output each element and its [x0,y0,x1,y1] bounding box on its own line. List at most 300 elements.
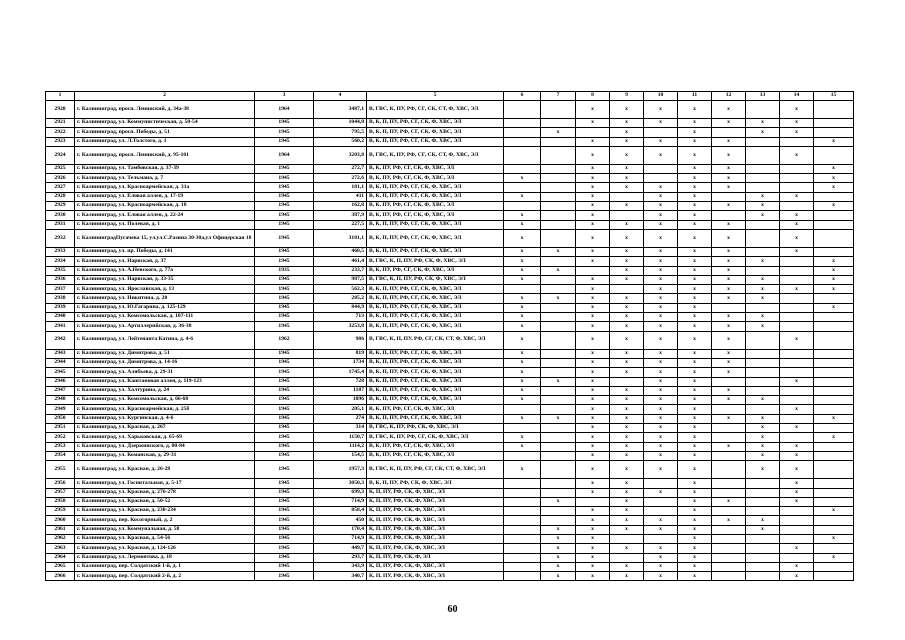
mark-cell: х [678,119,712,128]
mark-cell [814,525,854,534]
mark-cell: х [712,368,746,377]
mark-cell: х [746,424,780,433]
row-number: 2933 [46,247,75,256]
systems-cell: К, П, ПУ, РФ, СК, Ф, ХВС, ЭЛ [367,488,504,497]
systems-cell: В, К, П, ПУ, РФ, СГ, СК, Ф, ХВС, ЭЛ [367,229,504,247]
mark-cell: х [712,442,746,451]
mark-cell [576,266,610,275]
row-number: 2955 [46,461,75,479]
mark-cell: х [644,386,678,395]
table-row [46,101,854,119]
address-cell: г. Калининград, ул. Кургинская, д. 4-6 [75,414,255,423]
systems-cell: В, К, П, ПУ, РФ, СГ, СК, Ф, ХВС, ЭЛ [367,358,504,367]
year-cell: 1945 [255,424,314,433]
systems-cell: В, К, П, ПУ, РФ, СГ, СК, Ф, ХВС, ЭЛ [367,220,504,229]
mark-cell [712,211,746,220]
systems-cell: В, К, ПУ, РФ, СГ, СК, Ф, ХВС, ЭЛ [367,266,504,275]
mark-cell [644,164,678,173]
mark-cell: х [780,544,814,553]
area-cell: 562,3 [314,285,367,294]
year-cell: 1964 [255,101,314,119]
mark-cell [780,553,814,562]
mark-cell: х [814,414,854,423]
mark-cell [610,377,644,386]
table-row [46,331,854,349]
mark-cell: х [504,313,541,322]
address-cell: г. Калининград, ул. Нарвская, д. 33-35 [75,275,255,284]
mark-cell: х [814,433,854,442]
mark-cell: х [504,192,541,201]
address-cell: г. Калининград, ул. Красная, д. 50-52 [75,497,255,506]
mark-cell: х [678,396,712,405]
mark-cell: х [576,386,610,395]
mark-cell: х [576,479,610,488]
table-row [46,128,854,137]
row-number: 2941 [46,322,75,331]
mark-cell [541,183,576,192]
address-cell: г. Калининград, ул. Л.Толстого, д. 1 [75,137,255,146]
mark-cell: х [504,220,541,229]
mark-cell: х [746,202,780,211]
mark-cell: х [610,174,644,183]
mark-cell [814,322,854,331]
mark-cell [814,572,854,581]
row-number: 2962 [46,534,75,543]
mark-cell: х [814,164,854,173]
mark-cell: х [746,461,780,479]
mark-cell [814,128,854,137]
row-number: 2948 [46,396,75,405]
row-number: 2929 [46,202,75,211]
mark-cell: х [610,202,644,211]
area-cell: 3101,1 [314,229,367,247]
table-row [46,322,854,331]
mark-cell: х [610,220,644,229]
mark-cell: х [576,358,610,367]
mark-cell [504,497,541,506]
mark-cell [541,331,576,349]
mark-cell [814,358,854,367]
mark-cell: х [610,433,644,442]
mark-cell: х [780,146,814,164]
address-cell: г. Калининград, ул. Алябьева, д. 29-31 [75,368,255,377]
row-number: 2922 [46,128,75,137]
systems-cell: В, ГВС, К, ПУ, РФ, СГ, СК, СТ, Ф, ХВС, ЭЛ [367,146,504,164]
row-number: 2945 [46,368,75,377]
mark-cell: х [504,414,541,423]
mark-cell: х [576,174,610,183]
column-header: 1 [46,92,75,101]
mark-cell: х [576,572,610,581]
mark-cell [541,386,576,395]
table-row [46,211,854,220]
table-row [46,146,854,164]
mark-cell: х [610,313,644,322]
table-row [46,358,854,367]
address-cell: г. Калининград, ул. Лермонтова, д. 18 [75,553,255,562]
mark-cell: х [678,461,712,479]
mark-cell [541,451,576,460]
mark-cell [541,488,576,497]
column-header: 4 [314,92,367,101]
mark-cell [814,220,854,229]
mark-cell: х [746,525,780,534]
mark-cell: х [712,275,746,284]
mark-cell: х [541,414,576,423]
mark-cell: х [610,294,644,303]
address-cell: г. Калининград, ул. Коммунальная, д. 58 [75,525,255,534]
mark-cell [780,386,814,395]
mark-cell [780,358,814,367]
mark-cell: х [610,488,644,497]
mark-cell [780,202,814,211]
mark-cell [712,451,746,460]
mark-cell [780,525,814,534]
mark-cell [746,183,780,192]
address-cell: г. Калининград, ул. Госпитальная, д. 5-17 [75,479,255,488]
mark-cell [780,266,814,275]
table-row [46,285,854,294]
mark-cell: х [576,119,610,128]
mark-cell [504,479,541,488]
mark-cell: х [678,488,712,497]
mark-cell [746,553,780,562]
mark-cell: х [610,396,644,405]
address-cell: г. Калининград, ул. Лейтенанта Катина, д. 4-6 [75,331,255,349]
table-row [46,396,854,405]
year-cell: 1964 [255,146,314,164]
systems-cell: В, К, П, ПУ, РФ, СГ, СК, Ф, ХВС, ЭЛ [367,128,504,137]
year-cell: 1945 [255,229,314,247]
mark-cell: х [576,101,610,119]
mark-cell: х [678,285,712,294]
systems-cell: В, ГВС, К, ПУ, РФ, СГ, СК, СТ, Ф, ХВС, ЭЛ [367,101,504,119]
mark-cell: х [678,544,712,553]
mark-cell [712,525,746,534]
mark-cell: х [644,229,678,247]
mark-cell [780,507,814,516]
mark-cell [780,534,814,543]
area-cell: 819 [314,349,367,358]
mark-cell: х [541,553,576,562]
mark-cell: х [814,507,854,516]
mark-cell: х [610,275,644,284]
mark-cell: х [504,266,541,275]
mark-cell: х [576,146,610,164]
mark-cell: х [712,358,746,367]
year-cell: 1945 [255,247,314,256]
mark-cell [644,534,678,543]
area-cell: 162,8 [314,202,367,211]
mark-cell: х [504,322,541,331]
mark-cell: х [644,275,678,284]
mark-cell [814,119,854,128]
mark-cell [746,331,780,349]
mark-cell: х [780,377,814,386]
table-row [46,572,854,581]
mark-cell [541,285,576,294]
mark-cell: х [610,424,644,433]
mark-cell: х [712,313,746,322]
mark-cell: х [780,442,814,451]
mark-cell [746,137,780,146]
year-cell: 1945 [255,534,314,543]
year-cell: 1945 [255,313,314,322]
mark-cell: х [712,174,746,183]
mark-cell: х [780,128,814,137]
systems-cell: В, К, П, ПУ, РФ, СГ, СК, Ф, ХВС, ЭЛ [367,119,504,128]
mark-cell [746,368,780,377]
year-cell: 1945 [255,451,314,460]
table-row [46,202,854,211]
mark-cell [504,507,541,516]
mark-cell: х [576,488,610,497]
year-cell: 1962 [255,331,314,349]
mark-cell: х [504,396,541,405]
column-header: 10 [644,92,678,101]
table-body [46,101,854,581]
row-number: 2952 [46,433,75,442]
mark-cell: х [746,128,780,137]
mark-cell [746,572,780,581]
area-cell: 314 [314,424,367,433]
mark-cell [504,128,541,137]
systems-cell: В, К, ПУ, РФ, СГ, СК, Ф, ХВС, ЭЛ [367,405,504,414]
year-cell: 1945 [255,516,314,525]
mark-cell: х [576,424,610,433]
systems-cell: В, К, П, ПУ, РФ, СГ, СК, Ф, ХВС, ЭЛ [367,313,504,322]
mark-cell: х [576,451,610,460]
mark-cell: х [814,183,854,192]
column-header: 8 [576,92,610,101]
mark-cell: х [678,322,712,331]
mark-cell: х [712,202,746,211]
row-number: 2951 [46,424,75,433]
area-cell: 154,5 [314,451,367,460]
mark-cell [504,119,541,128]
mark-cell: х [576,349,610,358]
mark-cell: х [780,405,814,414]
row-number: 2950 [46,414,75,423]
mark-cell: х [610,544,644,553]
mark-cell: х [678,247,712,256]
table-header-row [46,92,854,101]
mark-cell: х [746,322,780,331]
mark-cell [541,368,576,377]
systems-cell: К, П, ПУ, РФ, СК, Ф, ЭЛ [367,553,504,562]
row-number: 2939 [46,303,75,312]
mark-cell [541,516,576,525]
row-number: 2925 [46,164,75,173]
year-cell: 1945 [255,553,314,562]
mark-cell: х [610,164,644,173]
mark-cell [576,497,610,506]
mark-cell: х [780,479,814,488]
area-cell: 340,7 [314,572,367,581]
mark-cell: х [746,516,780,525]
mark-cell: х [644,424,678,433]
year-cell: 1945 [255,368,314,377]
row-number: 2930 [46,211,75,220]
column-header: 6 [504,92,541,101]
mark-cell [644,497,678,506]
row-number: 2935 [46,266,75,275]
year-cell: 1935 [255,266,314,275]
mark-cell [541,174,576,183]
table-row [46,424,854,433]
mark-cell [504,146,541,164]
area-cell: 343,9 [314,562,367,571]
mark-cell: х [780,247,814,256]
mark-cell: х [610,146,644,164]
table-row [46,229,854,247]
table-row [46,275,854,284]
mark-cell [780,275,814,284]
mark-cell [746,488,780,497]
mark-cell [814,313,854,322]
systems-cell: К, П, ПУ, РФ, СК, Ф, ХВС, ЭЛ [367,525,504,534]
systems-cell: В, К, П, ПУ, РФ, СГ, СК, Ф, ХВС, ЭЛ [367,414,504,423]
table-row [46,497,854,506]
table-row [46,313,854,322]
mark-cell: х [504,368,541,377]
mark-cell: х [644,146,678,164]
address-cell: г. Калининград, ул. Красноармейская, д. 25б [75,405,255,414]
mark-cell: х [644,313,678,322]
row-number: 2957 [46,488,75,497]
address-cell: г. Калининград, ул. Еловая аллея, д. 22-24 [75,211,255,220]
year-cell: 1945 [255,386,314,395]
mark-cell: х [644,451,678,460]
mark-cell [541,322,576,331]
mark-cell: х [678,220,712,229]
address-cell: г. Калининград, пер. Косогорный, д. 2 [75,516,255,525]
mark-cell: х [504,211,541,220]
mark-cell: х [678,516,712,525]
mark-cell: х [644,433,678,442]
mark-cell: х [746,414,780,423]
year-cell: 1945 [255,562,314,571]
mark-cell [814,211,854,220]
row-number: 2927 [46,183,75,192]
systems-cell: В, К, ПУ, РФ, СГ, СК, Ф, ХВС, ЭЛ [367,174,504,183]
area-cell: 411 [314,192,367,201]
mark-cell [541,275,576,284]
mark-cell [814,247,854,256]
mark-cell: х [610,331,644,349]
mark-cell [746,247,780,256]
mark-cell: х [576,368,610,377]
year-cell: 1945 [255,285,314,294]
mark-cell [814,331,854,349]
mark-cell: х [610,414,644,423]
year-cell: 1945 [255,164,314,173]
systems-cell: В, К, П, ПУ, РФ, СГ, СК, Ф, ХВС, ЭЛ [367,322,504,331]
mark-cell [712,405,746,414]
mark-cell: х [678,137,712,146]
year-cell: 1945 [255,349,314,358]
mark-cell [712,553,746,562]
mark-cell [780,313,814,322]
mark-cell [644,479,678,488]
mark-cell [712,377,746,386]
mark-cell: х [644,405,678,414]
row-number: 2953 [46,442,75,451]
mark-cell [541,146,576,164]
mark-cell: х [576,303,610,312]
mark-cell: х [712,386,746,395]
address-cell: г. Калининград, ул. Артиллерийская, д. 36-38 [75,322,255,331]
mark-cell [610,192,644,201]
mark-cell [814,396,854,405]
mark-cell [504,553,541,562]
row-number: 2956 [46,479,75,488]
mark-cell [504,572,541,581]
mark-cell [610,553,644,562]
mark-cell [541,507,576,516]
mark-cell: х [576,534,610,543]
area-cell: 1114,2 [314,442,367,451]
area-cell: 272,6 [314,174,367,183]
mark-cell: х [644,572,678,581]
mark-cell [712,461,746,479]
mark-cell [780,164,814,173]
address-cell: г. Калининград, ул. Нарвская, д. 37 [75,257,255,266]
mark-cell: х [712,257,746,266]
mark-cell: х [678,211,712,220]
mark-cell: х [814,534,854,543]
mark-cell [541,192,576,201]
mark-cell [814,229,854,247]
year-cell: 1945 [255,488,314,497]
year-cell: 1945 [255,192,314,201]
mark-cell: х [576,433,610,442]
address-cell: г. Калининград, пер. Солдатский 2-й, д. 2 [75,572,255,581]
mark-cell: х [678,368,712,377]
systems-cell: В, К, ПУ, РФ, СГ, СК, Ф, ХВС, ЭЛ [367,164,504,173]
mark-cell: х [610,266,644,275]
column-header: 2 [75,92,255,101]
mark-cell: х [504,433,541,442]
year-cell: 1945 [255,497,314,506]
mark-cell: х [814,285,854,294]
mark-cell: х [712,396,746,405]
page-number: 60 [447,604,458,615]
mark-cell: х [610,303,644,312]
mark-cell: х [712,101,746,119]
mark-cell [746,386,780,395]
year-cell: 1945 [255,377,314,386]
year-cell: 1945 [255,174,314,183]
mark-cell: х [814,202,854,211]
mark-cell: х [678,313,712,322]
mark-cell: х [814,275,854,284]
table-row [46,562,854,571]
mark-cell: х [678,257,712,266]
mark-cell: х [504,377,541,386]
mark-cell: х [576,396,610,405]
mark-cell: х [610,507,644,516]
mark-cell: х [678,572,712,581]
area-cell: 3487,1 [314,101,367,119]
mark-cell: х [644,137,678,146]
table-row [46,247,854,256]
table-row [46,451,854,460]
address-cell: г. Калининград, ул. Никитина, д. 20 [75,294,255,303]
mark-cell [712,479,746,488]
mark-cell: х [576,544,610,553]
mark-cell: х [610,386,644,395]
